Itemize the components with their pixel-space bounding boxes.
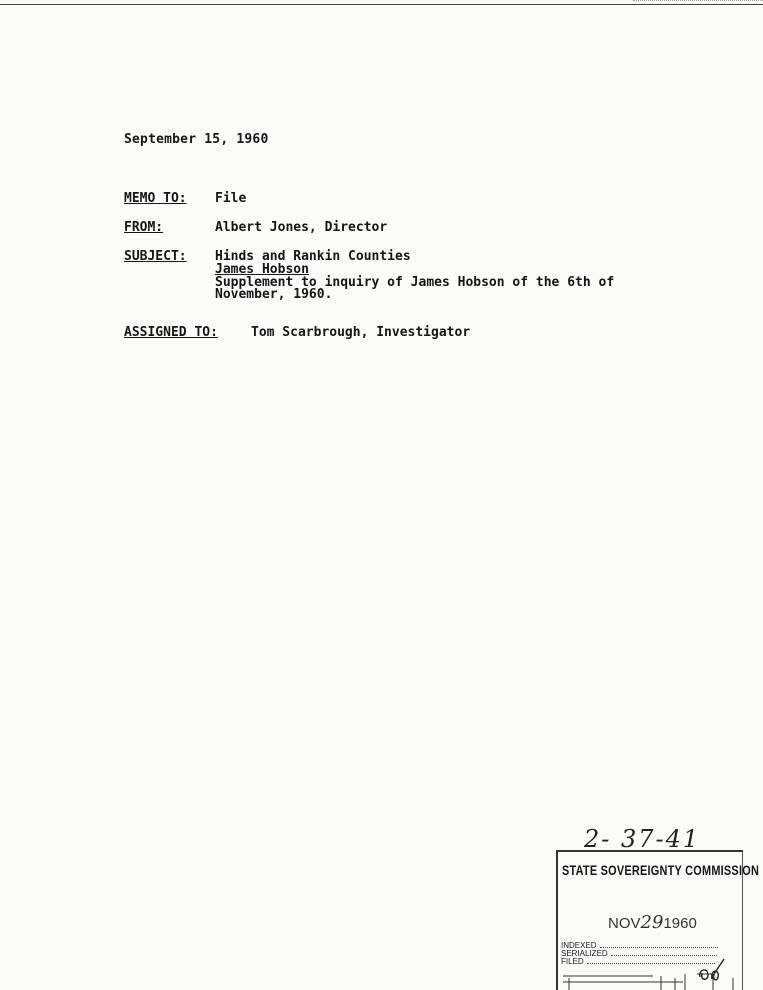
subject-person-name: James Hobson: [215, 262, 309, 277]
stamp-indexed-label: INDEXED: [561, 941, 597, 950]
memo-to-value: File: [215, 191, 247, 206]
stamp-filed-label: FILED: [561, 957, 584, 966]
assigned-to-value: Tom Scarbrough, Investigator: [251, 325, 471, 340]
from-value: Albert Jones, Director: [215, 220, 388, 235]
stamp-filed-field: [561, 958, 715, 966]
stamp-date-year: 1960: [663, 915, 697, 932]
top-dotted-rule: [633, 0, 763, 4]
stamp-box-lines: [563, 972, 743, 990]
handwritten-file-number: 2- 37-41: [584, 825, 701, 853]
stamp-serialized-label: SERIALIZED: [561, 949, 608, 958]
assigned-to-label: ASSIGNED TO:: [124, 325, 218, 340]
stamp-date-month: NOV: [608, 915, 641, 932]
stamp-title: STATE SOVEREIGNTY COMMISSION: [562, 862, 760, 878]
subject-label: SUBJECT:: [124, 249, 187, 264]
stamp-date-day: 29: [640, 912, 664, 933]
from-label: FROM:: [124, 220, 164, 235]
memo-to-label: MEMO TO:: [124, 191, 187, 206]
stamp-serialized-field: [561, 950, 717, 958]
subject-detail-line-2: November, 1960.: [215, 287, 333, 302]
top-edge-rule: [0, 4, 763, 5]
subject-detail-line: Supplement to inquiry of James Hobson of the 6th of: [215, 275, 615, 290]
stamp-date: [608, 912, 697, 933]
subject-value: Hinds and Rankin Counties: [215, 249, 411, 264]
memo-date: September 15, 1960: [124, 132, 269, 147]
